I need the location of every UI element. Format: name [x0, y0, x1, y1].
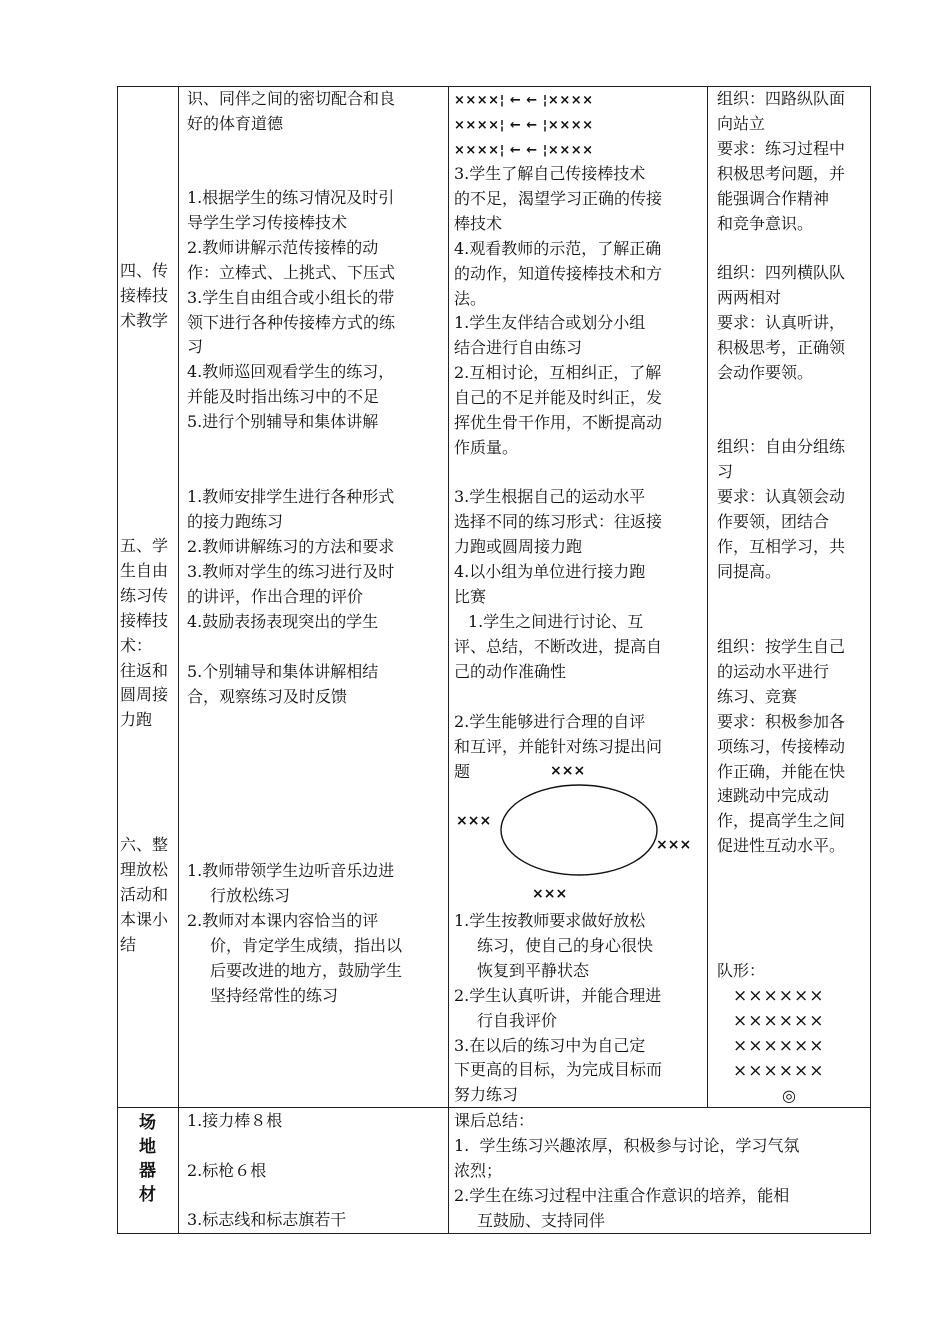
circle-relay-track — [499, 782, 659, 878]
student-activities-5: 3.学生根据自己的运动水平 选择不同的练习形式：往返接 力跑或圆周接力跑 4.以小组为单位进行接力跑 比赛 — [454, 487, 663, 606]
equipment-item-2: 2.标枪６根 — [187, 1161, 267, 1180]
student-activities-4: 3.学生了解自己传接棒技术 的不足，渴望学习正确的传接 棒技术 4.观看教师的示范，了解正确 的动作，知道传接棒技术和方 法。 1.学生友伴结合或划分小组 结合进行自由练习 2.互相讨论，互相纠正，了解 自己的不足并能及时纠正，发 挥优生骨干作用，不断提高动 作质量。 — [454, 164, 663, 457]
table-col-divider-3 — [707, 86, 708, 1108]
teacher-continued-text: 识、同伴之间的密切配合和良 好的体育道德 — [187, 89, 396, 133]
teacher-position-icon: ◎ — [782, 1086, 796, 1105]
org-block-1: 组织：四路纵队面 向站立 要求：练习过程中 积极思考问题，并 能强调合作精神 和竞争意识。 — [717, 89, 846, 233]
relay-formation-diagram: ××××¦ ← ← ¦×××× ××××¦ ← ← ¦×××× ××××¦ ← ← ¦×××× — [454, 93, 594, 158]
circle-group-top: ××× — [550, 763, 586, 779]
circle-group-bottom: ××× — [532, 886, 568, 902]
after-class-summary: 课后总结： 1. 学生练习兴趣浓厚，积极参与讨论，学习气氛 浓烈； 2.学生在练习过程中注重合作意识的培养，能相 互鼓励、支持同伴 — [454, 1109, 868, 1234]
table-col-divider-2 — [448, 86, 449, 1234]
student-activities-6: 1.学生按教师要求做好放松 练习，使自己的身心很快 恢复到平静状态 2.学生认真听讲，并能合理进 行自我评价 3.在以后的练习中为自己定 下更高的目标，为完成目标而 努力练习 — [454, 911, 663, 1105]
equipment-item-3: 3.标志线和标志旗若干 — [187, 1210, 347, 1229]
section-title-4: 四、传 接棒技 术教学 — [120, 261, 169, 330]
section-title-5: 五、学 生自由 练习传 接棒技 术： 往返和 圆周接 力跑 — [120, 536, 169, 730]
venue-label: 场 地 器 材 — [139, 1113, 156, 1205]
lesson-plan-table — [117, 86, 871, 1234]
section-title-6: 六、整 理放松 活动和 本课小 结 — [120, 835, 169, 954]
equipment-item-1: 1.接力棒８根 — [187, 1111, 283, 1130]
summary-title: 课后总结： — [454, 1111, 535, 1130]
org-block-4: 组织：按学生自己 的运动水平进行 练习、竞赛 要求：积极参加各 项练习，传接棒动 作正确，并能在快 速跳动中完成动 作，提高学生之间 促进性互动水平。 — [717, 637, 846, 856]
org-block-2: 组织：四列横队队 两两相对 要求：认真听讲， 积极思考，正确领 会动作要领。 — [717, 263, 846, 382]
circle-group-right: ××× — [656, 837, 692, 853]
table-col-divider-1 — [178, 86, 179, 1234]
formation-grid: ×××××× ×××××× ×××××× ×××××× — [733, 986, 825, 1081]
teacher-activities-4: 1.根据学生的练习情况及时引 导学生学习传接棒技术 2.教师讲解示范传接棒的动 作：立棒式、上挑式、下压式 3.学生自由组合或小组长的带 领下进行各种传接棒方式的练 习 4.教师巡回观看学生的练习， 并能及时指出练习中的不足 5.进行个别辅导和集体讲解 — [187, 188, 396, 432]
student-activities-5b: 1.学生之间进行讨论、互 评、总结，不断改进，提高自 己的动作准确性 — [454, 612, 663, 681]
student-activities-5c: 2.学生能够进行合理的自评 和互评，并能针对练习提出问 题 — [454, 712, 663, 781]
teacher-activities-5b: 5.个别辅导和集体讲解相结 合，观察练习及时反馈 — [187, 662, 379, 706]
formation-label: 队形： — [717, 961, 766, 980]
org-block-3: 组织：自由分组练 习 要求：认真领会动 作要领，团结合 作，互相学习，共 同提高。 — [717, 437, 846, 581]
table-border-right — [870, 86, 871, 1234]
teacher-activities-6: 1.教师带领学生边听音乐边进 行放松练习 2.教师对本课内容恰当的评 价，肯定学生成绩，指出以 后要改进的地方，鼓励学生 坚持经常性的练习 — [187, 861, 403, 1005]
circle-group-left: ××× — [456, 813, 492, 829]
teacher-activities-5: 1.教师安排学生进行各种形式 的接力跑练习 2.教师讲解练习的方法和要求 3.教师对学生的练习进行及时 的讲评，作出合理的评价 4.鼓励表扬表现突出的学生 — [187, 487, 395, 631]
table-border-left — [117, 86, 118, 1234]
